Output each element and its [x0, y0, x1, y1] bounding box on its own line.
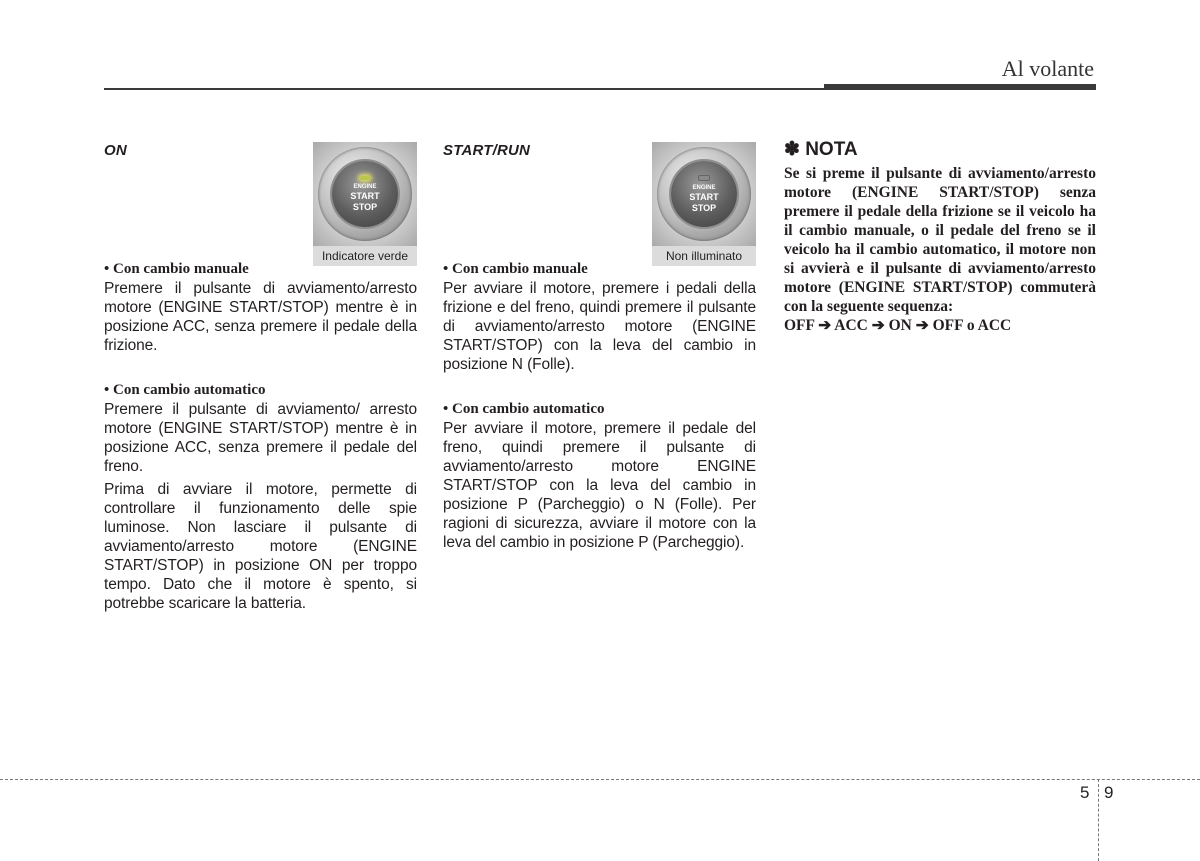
mode-label-start-run: START/RUN: [443, 142, 531, 159]
subheading-manual: • Con cambio manuale: [443, 261, 588, 277]
mode-label-on: ON: [104, 142, 127, 159]
button-text-start: START: [350, 190, 380, 201]
subheading-manual: • Con cambio manuale: [104, 261, 249, 277]
button-text-stop: STOP: [352, 201, 378, 212]
button-text-engine: ENGINE: [692, 184, 716, 191]
button-text-engine: ENGINE: [353, 183, 377, 190]
unlit-indicator-icon: [698, 175, 710, 181]
start-stop-button-image: [652, 142, 756, 246]
page-number: 9: [1104, 783, 1114, 802]
note-heading: ✽ NOTA: [784, 139, 858, 160]
button-text-start: START: [689, 191, 719, 202]
paragraph-automatic: Per avviare il motore, premere il pedale del freno, quindi premere il pulsante di avviamento/arresto motore ENGINE START/STOP con la leva del cambio in posizione P (Parcheggio) o N (Folle). Per ragioni di sicurezza, avviare il motore con la leva del cambio in posizione P (Parcheggio).: [443, 420, 756, 551]
paragraph-manual: Per avviare il motore, premere i pedali della frizione e del freno, quindi premere il pulsante di avviamento/arresto motore (ENGINE START/STOP) con la leva del cambio in posizione N (Folle).: [443, 280, 756, 373]
column-content: [443, 260, 756, 556]
start-stop-button-image: [313, 142, 417, 246]
paragraph-warning: Prima di avviare il motore, permette di controllare il funzionamento delle spie luminose. Non lasciare il pulsante di avviamento/arresto motore (ENGINE START/STOP) in posizione ON per troppo tempo. Dato che il motore è spento, si potrebbe scaricare la batteria.: [104, 481, 417, 612]
figure-caption: Non illuminato: [652, 246, 756, 266]
green-indicator-icon: [360, 176, 370, 180]
paragraph-manual: Premere il pulsante di avviamento/arresto motore (ENGINE START/STOP) mentre è in posizione ACC, senza premere il pedale della frizione.: [104, 280, 417, 354]
subheading-automatic: • Con cambio automatico: [104, 382, 266, 398]
button-figure-start-run: [652, 142, 756, 266]
button-text-stop: STOP: [691, 202, 717, 213]
note-sequence: OFF ➔ ACC ➔ ON ➔ OFF o ACC: [784, 317, 1012, 334]
note-box: [784, 138, 1096, 335]
footer-divider: [0, 779, 1200, 780]
paragraph-automatic: Premere il pulsante di avviamento/ arresto motore (ENGINE START/STOP) mentre è in posizione ACC, senza premere il pedale del freno.: [104, 401, 417, 475]
header-rule-accent: [824, 84, 1096, 90]
column-content: [104, 260, 417, 617]
figure-caption: Indicatore verde: [313, 246, 417, 266]
chapter-number: 5: [1080, 783, 1090, 802]
note-body: Se si preme il pulsante di avviamento/arresto motore (ENGINE START/STOP) senza premere il pedale della frizione se il veicolo ha il cambio manuale, o il pedale del freno se il veicolo ha il cambio automatico, il motore non si avvierà e il pulsante di avviamento/arresto motore (ENGINE START/STOP) commuterà con la seguente sequenza:: [784, 165, 1096, 315]
page-header-title: Al volante: [1001, 56, 1094, 81]
header-rule: [104, 88, 824, 90]
button-figure-on: [313, 142, 417, 266]
page-number-divider: [1098, 779, 1099, 861]
subheading-automatic: • Con cambio automatico: [443, 401, 605, 417]
